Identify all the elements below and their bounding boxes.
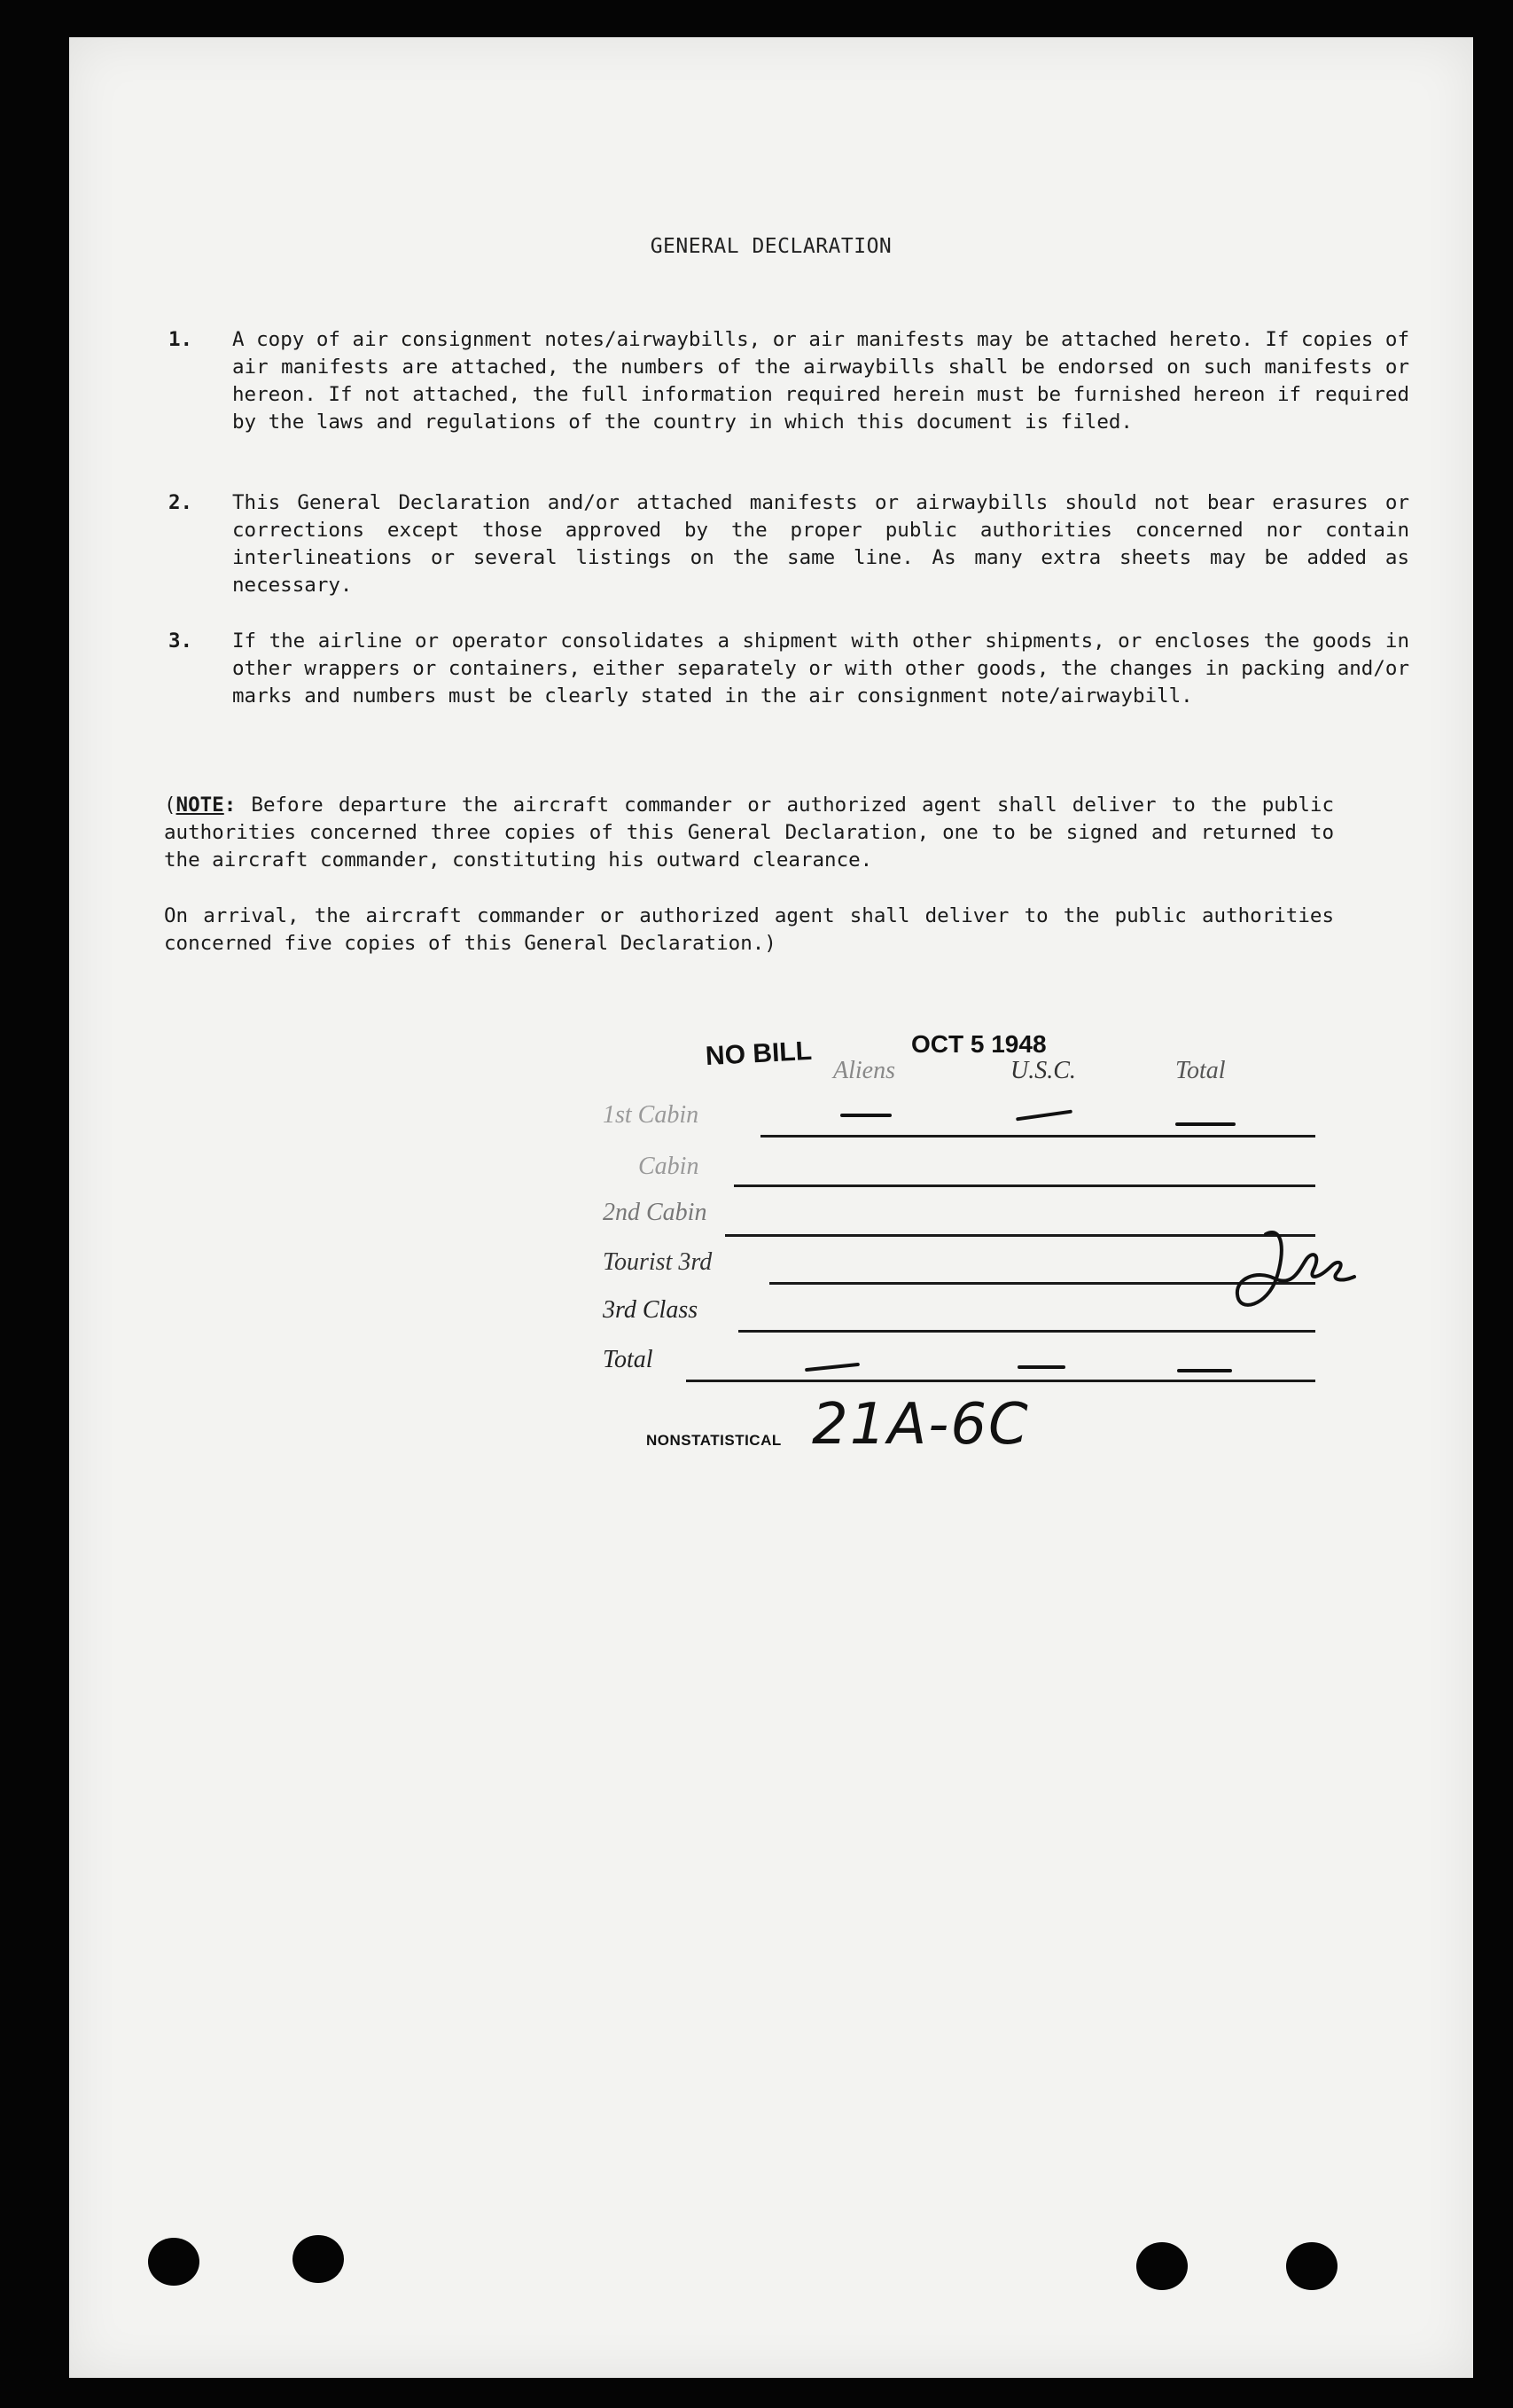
item-number: 3.	[168, 629, 193, 653]
column-header-usc: U.S.C.	[1010, 1057, 1076, 1084]
note-paragraph: (NOTE: Before departure the aircraft commander or authorized agent shall deliver to the public authorities concerned three copies of this General Declaration, one to be signed and returned to the aircraft commander, constituting his outward clearance.	[164, 794, 1335, 872]
column-header-aliens: Aliens	[833, 1057, 895, 1084]
dash-mark	[1177, 1369, 1232, 1372]
instruction-item-1	[168, 326, 1409, 436]
instruction-item-3	[168, 628, 1409, 710]
dash-mark	[805, 1363, 860, 1372]
row-label-cabin: Cabin	[638, 1153, 699, 1180]
column-header-total: Total	[1175, 1057, 1226, 1084]
item-number: 1.	[168, 328, 193, 351]
dash-mark	[840, 1114, 892, 1117]
row-line	[760, 1135, 1315, 1138]
instruction-item-2	[168, 489, 1409, 599]
punch-hole-icon	[1286, 2242, 1338, 2290]
row-line	[734, 1184, 1315, 1187]
arrival-text: On arrival, the aircraft commander or authorized agent shall deliver to the public authorities concerned five copies of this General Declaration.)	[164, 904, 1334, 955]
document-title: GENERAL DECLARATION	[650, 235, 893, 258]
handwritten-code: 21A-6C	[812, 1392, 1030, 1458]
row-label-total: Total	[603, 1346, 653, 1373]
item-text: This General Declaration and/or attached manifests or airwaybills should not bear erasures or corrections except those approved by the proper public authorities concerned nor contain interlineations or several listings on the same line. As many extra sheets may be added as necessary.	[232, 491, 1409, 597]
no-bill-stamp: NO BILL	[705, 1036, 813, 1072]
item-text: A copy of air consignment notes/airwaybills, or air manifests may be attached hereto. If copies of air manifests are attached, the numbers of the airwaybills shall be endorsed on such manifests or hereon. If not attached, the full information required herein must be furnished hereon if required by the laws and regulations of the country in which this document is filed.	[232, 328, 1409, 434]
punch-hole-icon	[1136, 2242, 1188, 2290]
note-label: NOTE	[175, 794, 224, 817]
punch-hole-icon	[292, 2235, 344, 2283]
nonstatistical-stamp: NONSTATISTICAL	[646, 1432, 782, 1449]
row-label-1st-cabin: 1st Cabin	[603, 1101, 699, 1129]
dash-mark	[1175, 1122, 1236, 1126]
punch-hole-icon	[148, 2238, 199, 2286]
row-label-tourist-3rd: Tourist 3rd	[603, 1248, 713, 1276]
date-stamp: OCT 5 1948	[911, 1030, 1047, 1058]
note-text: Before departure the aircraft commander or authorized agent shall deliver to the public authorities concerned three copies of this General Declaration, one to be signed and returned to the aircraft commander, constituting his outward clearance.	[164, 794, 1335, 872]
dash-mark	[1016, 1110, 1072, 1122]
handwritten-initials-icon	[1221, 1216, 1381, 1341]
row-label-2nd-cabin: 2nd Cabin	[603, 1199, 707, 1226]
row-label-3rd-class: 3rd Class	[603, 1296, 698, 1324]
item-number: 2.	[168, 491, 193, 514]
document-page	[69, 37, 1473, 2378]
dash-mark	[1018, 1365, 1065, 1369]
row-line	[686, 1380, 1315, 1382]
item-text: If the airline or operator consolidates a shipment with other shipments, or encloses the goods in other wrappers or containers, either separately or with other goods, the changes in packing and/or marks and numbers must be clearly stated in the air consignment note/airwaybill.	[232, 629, 1409, 708]
arrival-paragraph	[164, 903, 1334, 958]
